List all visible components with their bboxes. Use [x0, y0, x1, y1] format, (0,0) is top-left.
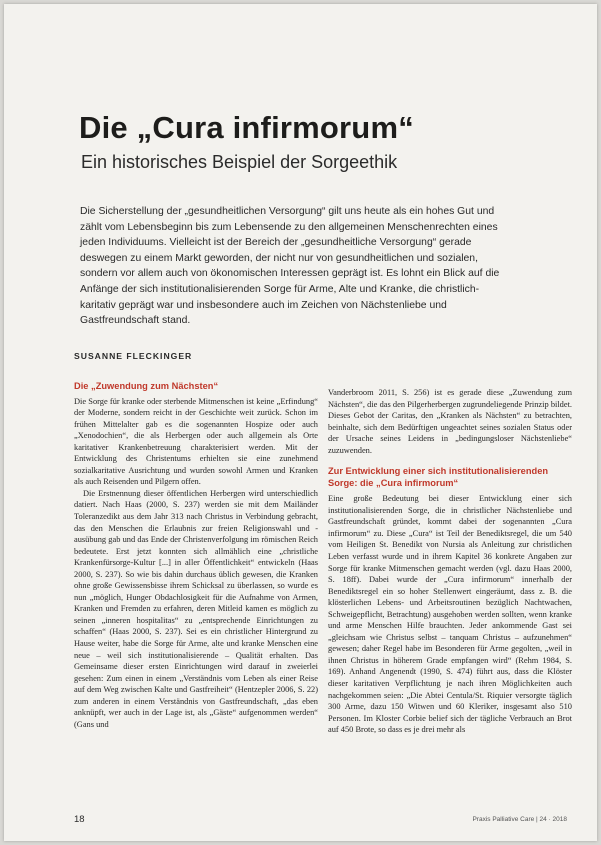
section-heading-zuwendung: Die „Zuwendung zum Nächsten“ [74, 381, 219, 391]
article-title: Die „Cura infirmorum“ [79, 110, 414, 145]
body-paragraph: Eine große Bedeutung bei dieser Entwicklung einer sich institutionalisierenden Sorge, die in christlicher Nächstenliebe und Gastfreundschaft gründet, kommt dabei der sogenannten „Cura infirmorum“ zu. Diese „Cura“ ist Teil der Benediktsregel, die um 540 vom Heiligen St. Benedikt von Nursia als Anleitung zur christlichen Leben verfasst wurde und in ihrem Kapitel 36 konkrete Angaben zur Sorge für kranke Mitmenschen gemacht werden (vgl. dazu Haas 2000, S. 18ff). Dabei wurde der „Cura infirmorum“ innerhalb der Benediktsregel ein so hoher Stellenwert eingeräumt, dass z. B. die klösterlichen Lebens- und Arbeitsroutinen bezüglich Nachtwachen, Schweigepflicht, Betrachtung) ausgehoben werden sollten, wenn kranke und arme Menschen Hilfe brauchten. Jeder ankommende Gast sei „gleichsam wie Christus selbst – tanquam Christus – aufzunehmen“ gewesen; daher Regel habe im Besonderen für Arme gegolten, „weil in ihnen Christus in höherem Grade empfangen wird“ (Rehm 1984, S. 169). Anhand Angenendt (1990, S. 474) führt aus, dass die Klöster dieser karitativen Verpflichtung je nach ihren Möglichkeiten auch nachgekommen seien: „Die Abtei Centula/St. Riquier versorgte täglich 300 Arme, dazu 150 Witwen und 60 Kleriker, insgesamt also 510 Personen. Im Kloster Corbie belief sich der tägliche Verbrauch an Brot auf 450 Brote, so dass es je drei mehr als [328, 494, 572, 735]
article-lead: Die Sicherstellung der „gesundheitlichen Versorgung“ gilt uns heute als ein hohes Gut und zählt vom Lebensbeginn bis zum Lebensende zu den allgemeinen Menschenrechten eines jeden Individuums. Vielleicht ist der Bereich der „gesundheitliche Versorgung“ gerade deswegen zu einem Markt geworden, der nicht nur von gesundheitlichen und sozialen, sondern vor allem auch von ökonomischen Interessen geprägt ist. Es lohnt ein Blick auf die Anfänge der sich institutionalisierenden Sorge für Arme, Alte und Kranke, die christlich-karitativ geprägt war und insbesondere auch im Zeichen von Nächstenliebe und Gastfreundschaft stand. [80, 206, 500, 327]
body-paragraph: Die Sorge für kranke oder sterbende Mitmenschen ist keine „Erfindung“ der Moderne, sondern reicht in der Geschichte weit zurück. Schon im frühen Mittelalter gab es die sogenannten Hospize oder auch „Xenodochien“, die als Herbergen oder auch allgemein als Orte karitativer Krankenbetreuung charakterisiert werden. Mit der Entwicklung des Christentums erhielten sie eine zunehmend sozialkaritative Ausrichtung und wurden sowohl Armen und Kranken als auch Reisenden und Pilgern offen. [74, 396, 318, 487]
magazine-footer: Praxis Palliative Care | 24 · 2018 [472, 816, 567, 823]
article-subtitle: Ein historisches Beispiel der Sorgeethik [81, 152, 398, 172]
author-name: SUSANNE FLECKINGER [74, 351, 193, 361]
body-paragraph-continued: Vanderbroom 2011, S. 256) ist es gerade diese „Zuwendung zum Nächsten“, die das den Pilgerherbergen zugrundeliegende Prinzip bildet. Dieses Gebot der Caritas, den „Kranken als Nächsten“ zu betrachten, beinhalte, sich dem Bedürftigen ungeachtet seines sozialen Status oder der Ursache seines Leidens in „bedingungsloser Nächstenliebe“ zuzuwenden. [328, 388, 572, 455]
section-heading-cura-infirmorum: Zur Entwicklung einer sich institutionalisierenden Sorge: die „Cura infirmorum“ [328, 466, 549, 488]
right-column [328, 387, 572, 812]
page-number: 18 [74, 814, 85, 825]
body-paragraph: Die Erstnennung dieser öffentlichen Herbergen wird unterschiedlich datiert. Nach Haas (2000, S. 237) werden sie mit dem Mailänder Toleranzedikt aus dem Jahr 313 nach Christus in Verbindung gebracht, das den Menschen die Erlaubnis zur freien Religionswahl und -ausübung gab und das Ende der Christenverfolgung im römischen Reich bedeutete. Erst jetzt konnten sich allmählich eine „christliche Krankenfürsorge-Kultur [...] in aller Öffentlichkeit“ entwickeln (Haas 2000, S. 237). So wie bis dahin durchaus üblich gewesen, die Kranken ohne große Gewissensbisse ihrem Schicksal zu überlassen, so wurde es nun „möglich, Hunger Obdachlosigkeit für die Aufnahme von Armen, Kranken und Fremden zu erfahren, deren Mitleid kamen es möglich zu seinen „inneren hospitalitas“ zu „entsprechende Einrichtungen zu schaffen“ (Haas 2000, S. 237). Sei es ein christlicher Hintergrund zu Hause weiter, habe die Sorge für Arme, alte und kranke Menschen eine neue – weil sich institutionalisierende – Qualität erhalten. Das Gemeinsame dieser ersten Einrichtungen wird darauf in zweierlei gesehen: Zum einen in einem „Verständnis vom Leben als einer Reise auf dem Weg zwischen Kalte und Gastfreiheit“ (Hentzepler 2006, S. 22) zum anderen in einem Verständnis von Gastfreundschaft, „das eben anknüpft, wer auch in der Lage ist, als „Gäste“ aufgenommen werden“ (Gans und [74, 488, 318, 729]
page [4, 4, 597, 841]
left-column [74, 381, 318, 811]
